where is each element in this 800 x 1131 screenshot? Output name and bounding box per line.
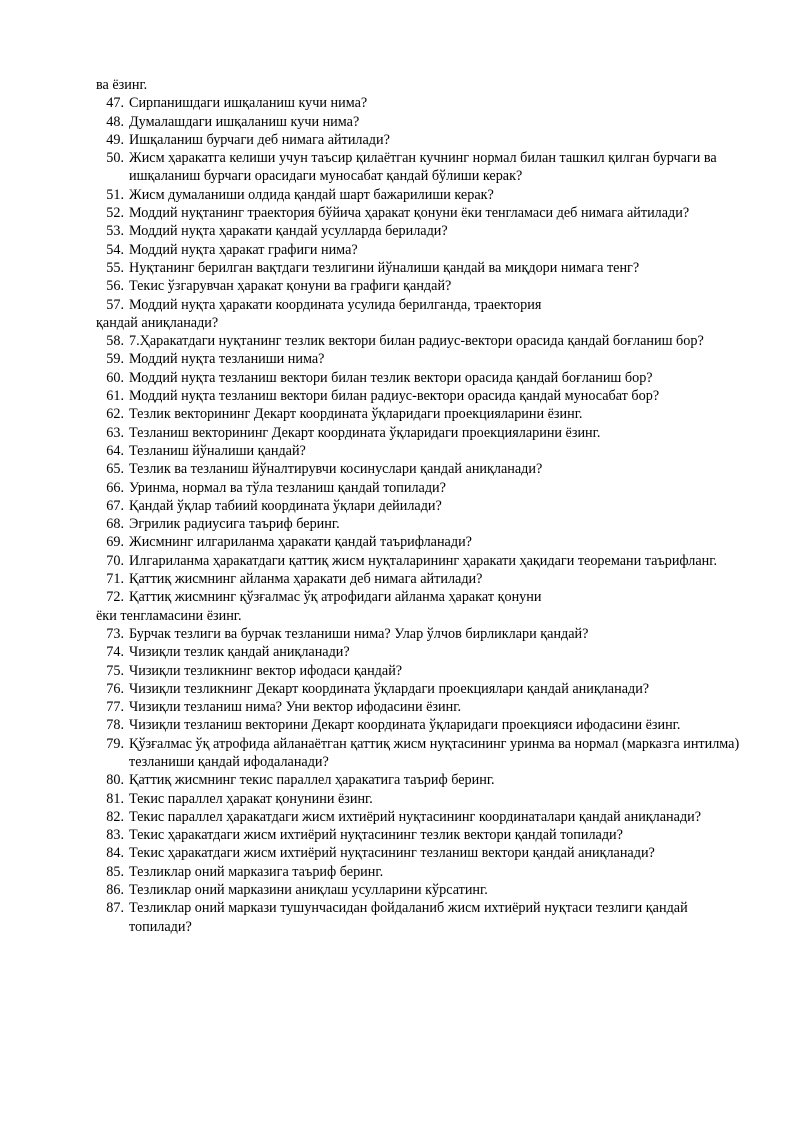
question-item xyxy=(96,716,746,734)
question-item xyxy=(96,277,746,295)
question-number: 50. xyxy=(106,150,124,167)
question-item xyxy=(96,771,746,789)
question-item xyxy=(96,405,746,423)
question-text: Текис параллел ҳаракат қонунини ёзинг. xyxy=(129,790,373,807)
question-item xyxy=(96,588,746,625)
question-text: Моддий нуқта ҳаракати координата усулида берилганда, траектория xyxy=(129,296,542,313)
question-number: 73. xyxy=(106,625,124,642)
question-text: Чизиқли тезлик қандай аниқланади? xyxy=(129,644,350,661)
question-text: Текис параллел ҳаракатдаги жисм ихтиёрий нуқтасининг координаталари қандай аниқланади? xyxy=(129,808,702,825)
question-text-continuation: ёки тенгламасини ёзинг. xyxy=(96,607,242,624)
question-item xyxy=(96,94,746,112)
question-item xyxy=(96,497,746,515)
question-text: Тезликлар оний марказига таъриф беринг. xyxy=(129,863,384,880)
question-item xyxy=(96,790,746,808)
question-item xyxy=(96,552,746,570)
question-number: 66. xyxy=(106,479,124,496)
question-text: Қаттиқ жисмнинг айланма ҳаракати деб нимага айтилади? xyxy=(129,571,483,588)
question-item xyxy=(96,241,746,259)
question-number: 70. xyxy=(106,552,124,569)
question-item xyxy=(96,826,746,844)
question-number: 80. xyxy=(106,772,124,789)
question-number: 59. xyxy=(106,351,124,368)
question-number: 78. xyxy=(106,717,124,734)
question-text: Текис ўзгарувчан ҳаракат қонуни ва графиги қандай? xyxy=(129,278,452,295)
question-text: Моддий нуқтанинг траектория бўйича ҳаракат қонуни ёки тенгламаси деб нимага айтилади? xyxy=(129,205,690,222)
question-number: 81. xyxy=(106,790,124,807)
question-item xyxy=(96,186,746,204)
question-item xyxy=(96,863,746,881)
question-item xyxy=(96,735,746,772)
question-text: Қандай ўқлар табиий координата ўқлари дейилади? xyxy=(129,497,442,514)
question-number: 75. xyxy=(106,662,124,679)
question-item xyxy=(96,332,746,350)
question-list-section xyxy=(96,76,746,936)
question-item xyxy=(96,662,746,680)
question-text: Моддий нуқта тезланиш вектори билан тезлик вектори орасида қандай боғланиш бор? xyxy=(129,369,653,386)
question-text: Чизиқли тезликнинг вектор ифодаси қандай? xyxy=(129,662,403,679)
question-list xyxy=(96,94,746,936)
question-text: Чизиқли тезланиш нима? Уни вектор ифодасини ёзинг. xyxy=(129,699,461,716)
question-text: Қаттиқ жисмнинг текис параллел ҳаракатига таъриф беринг. xyxy=(129,772,495,789)
question-text: Тезлик ва тезланиш йўналтирувчи косинуслари қандай аниқланади? xyxy=(129,461,543,478)
question-number: 68. xyxy=(106,516,124,533)
question-text: 7.Ҳаракатдаги нуқтанинг тезлик вектори билан радиус-вектори орасида қандай боғланиш бор? xyxy=(129,333,704,350)
question-item xyxy=(96,113,746,131)
question-number: 58. xyxy=(106,333,124,350)
question-text: Текис ҳаракатдаги жисм ихтиёрий нуқтасининг тезлик вектори қандай топилади? xyxy=(129,827,623,844)
question-text: Чизиқли тезланиш векторини Декарт координата ўқларидаги проекцияси ифодасини ёзинг. xyxy=(129,717,681,734)
question-number: 79. xyxy=(106,735,124,752)
lead-text: ва ёзинг. xyxy=(96,77,148,93)
question-number: 76. xyxy=(106,680,124,697)
question-text: Сирпанишдаги ишқаланиш кучи нима? xyxy=(129,95,368,112)
question-item xyxy=(96,698,746,716)
question-number: 69. xyxy=(106,534,124,551)
question-item xyxy=(96,515,746,533)
question-text: Тезликлар оний маркази тушунчасидан фойдаланиб жисм ихтиёрий нуқтаси тезлиги қандай топилади? xyxy=(129,900,688,935)
question-item xyxy=(96,680,746,698)
question-item xyxy=(96,350,746,368)
question-number: 56. xyxy=(106,278,124,295)
question-number: 55. xyxy=(106,259,124,276)
question-item xyxy=(96,149,746,186)
question-item xyxy=(96,296,746,333)
question-item xyxy=(96,570,746,588)
question-number: 63. xyxy=(106,424,124,441)
question-text: Жисм думаланиши олдида қандай шарт бажарилиши керак? xyxy=(129,186,494,203)
question-number: 67. xyxy=(106,497,124,514)
question-item xyxy=(96,899,746,936)
question-item xyxy=(96,881,746,899)
question-number: 48. xyxy=(106,113,124,130)
question-text: Думалашдаги ишқаланиш кучи нима? xyxy=(129,113,360,130)
question-number: 52. xyxy=(106,205,124,222)
question-item xyxy=(96,625,746,643)
question-text: Тезлик векторининг Декарт координата ўқларидаги проекцияларини ёзинг. xyxy=(129,406,583,423)
question-number: 49. xyxy=(106,131,124,148)
question-number: 47. xyxy=(106,95,124,112)
question-text: Қаттиқ жисмнинг қўзғалмас ўқ атрофидаги айланма ҳаракат қонуни xyxy=(129,589,542,606)
question-text: Моддий нуқта ҳаракат графиги нима? xyxy=(129,241,358,258)
question-text: Тезликлар оний марказини аниқлаш усулларини кўрсатинг. xyxy=(129,882,488,899)
question-text: Жисмнинг илгариланма ҳаракати қандай таърифланади? xyxy=(129,534,472,551)
question-item xyxy=(96,533,746,551)
question-text: Текис ҳаракатдаги жисм ихтиёрий нуқтасининг тезланиш вектори қандай аниқланади? xyxy=(129,845,655,862)
question-item xyxy=(96,387,746,405)
question-text: Нуқтанинг берилган вақтдаги тезлигини йўналиши қандай ва миқдори нимага тенг? xyxy=(129,259,640,276)
question-item xyxy=(96,259,746,277)
question-text: Қўзғалмас ўқ атрофида айланаётган қаттиқ жисм нуқтасининг уринма ва нормал (марказга интилма) тезланиши қандай ифодаланади? xyxy=(129,735,740,770)
question-text: Тезланиш векторининг Декарт координата ўқларидаги проекцияларини ёзинг. xyxy=(129,424,601,441)
question-item xyxy=(96,131,746,149)
question-item xyxy=(96,222,746,240)
question-text: Эгрилик радиусига таъриф беринг. xyxy=(129,516,340,533)
question-text: Бурчак тезлиги ва бурчак тезланиши нима? Улар ўлчов бирликлари қандай? xyxy=(129,625,589,642)
question-item xyxy=(96,643,746,661)
question-item xyxy=(96,204,746,222)
question-number: 86. xyxy=(106,882,124,899)
question-number: 60. xyxy=(106,369,124,386)
question-number: 77. xyxy=(106,699,124,716)
question-item xyxy=(96,424,746,442)
question-text: Илгариланма ҳаракатдаги қаттиқ жисм нуқталарининг ҳаракати ҳақидаги теоремани таърифланг. xyxy=(129,552,717,569)
question-number: 51. xyxy=(106,186,124,203)
question-number: 72. xyxy=(106,589,124,606)
question-number: 65. xyxy=(106,461,124,478)
question-text: Моддий нуқта тезланиш вектори билан радиус-вектори орасида қандай муносабат бор? xyxy=(129,388,660,405)
question-item xyxy=(96,479,746,497)
question-number: 61. xyxy=(106,388,124,405)
question-item xyxy=(96,460,746,478)
question-text: Чизиқли тезликнинг Декарт координата ўқлардаги проекциялари қандай аниқланади? xyxy=(129,680,650,697)
question-text: Моддий нуқта ҳаракати қандай усулларда берилади? xyxy=(129,223,448,240)
question-number: 54. xyxy=(106,241,124,258)
question-number: 84. xyxy=(106,845,124,862)
question-number: 71. xyxy=(106,571,124,588)
question-number: 82. xyxy=(106,808,124,825)
question-item xyxy=(96,442,746,460)
question-number: 64. xyxy=(106,442,124,459)
question-text: Тезланиш йўналиши қандай? xyxy=(129,442,306,459)
question-item xyxy=(96,844,746,862)
question-number: 62. xyxy=(106,406,124,423)
question-text-continuation: қандай аниқланади? xyxy=(96,314,219,331)
question-item xyxy=(96,369,746,387)
question-number: 74. xyxy=(106,644,124,661)
question-text: Ишқаланиш бурчаги деб нимага айтилади? xyxy=(129,131,390,148)
question-text: Моддий нуқта тезланиши нима? xyxy=(129,351,325,368)
question-text: Уринма, нормал ва тўла тезланиш қандай топилади? xyxy=(129,479,446,496)
question-number: 87. xyxy=(106,900,124,917)
question-number: 57. xyxy=(106,296,124,313)
question-item xyxy=(96,808,746,826)
question-number: 83. xyxy=(106,827,124,844)
question-text: Жисм ҳаракатга келиши учун таъсир қилаётган кучнинг нормал билан ташкил қилган бурчаги ва ишқаланиш бурчаги орасидаги муносабат қандай бўлиши керак? xyxy=(129,150,717,185)
question-number: 85. xyxy=(106,863,124,880)
question-number: 53. xyxy=(106,223,124,240)
